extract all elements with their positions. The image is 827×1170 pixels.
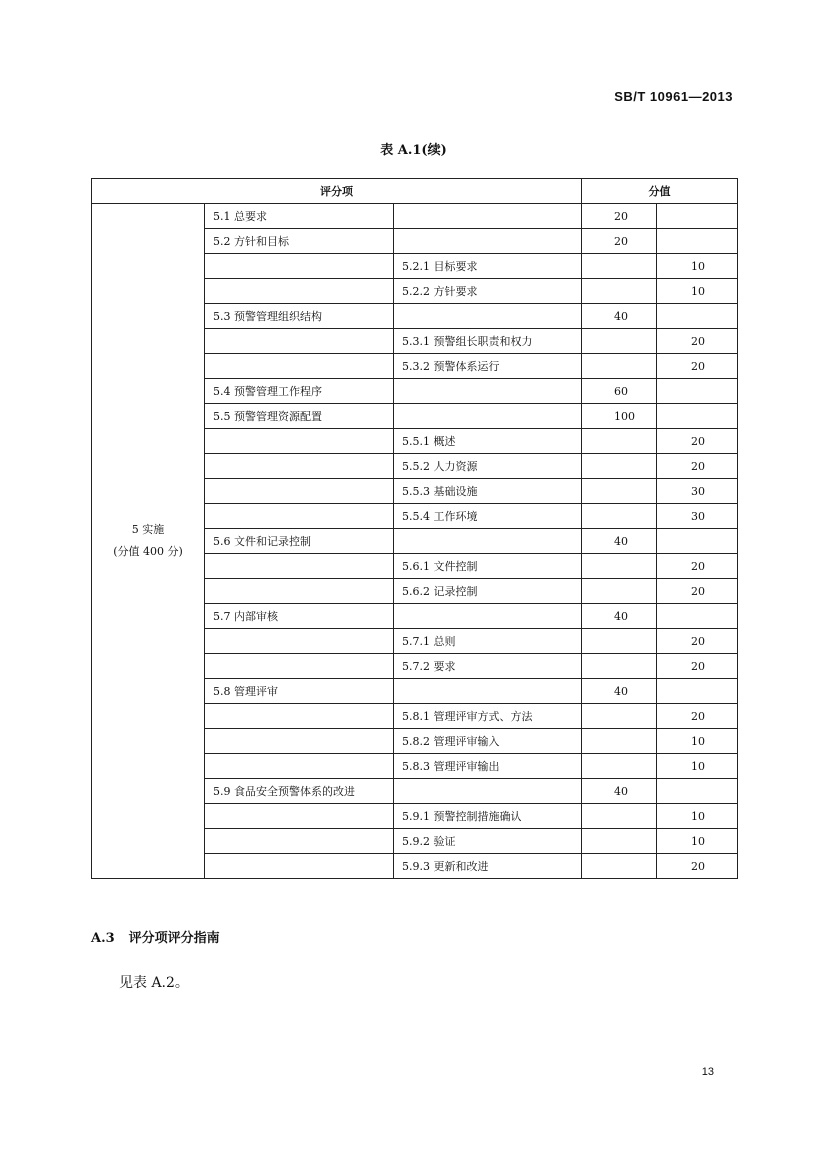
- group-label: [92, 204, 205, 879]
- item-label: 5.8 管理评审: [205, 679, 394, 704]
- empty-cell: [582, 854, 657, 879]
- subitem-label: 5.5.1 概述: [394, 429, 582, 454]
- subitem-label: 5.5.4 工作环境: [394, 504, 582, 529]
- item-score: 20: [582, 229, 657, 254]
- empty-cell: [582, 554, 657, 579]
- item-label: 5.4 预警管理工作程序: [205, 379, 394, 404]
- empty-cell: [582, 654, 657, 679]
- subitem-score: 10: [657, 804, 738, 829]
- empty-cell: [657, 304, 738, 329]
- empty-cell: [205, 354, 394, 379]
- subitem-score: 20: [657, 329, 738, 354]
- empty-cell: [582, 754, 657, 779]
- subitem-score: 20: [657, 354, 738, 379]
- column-header-score: 分值: [582, 179, 738, 204]
- subitem-score: 30: [657, 504, 738, 529]
- empty-cell: [582, 454, 657, 479]
- subitem-label: 5.6.1 文件控制: [394, 554, 582, 579]
- subitem-label: 5.3.2 预警体系运行: [394, 354, 582, 379]
- subitem-label: 5.9.1 预警控制措施确认: [394, 804, 582, 829]
- subitem-score: 10: [657, 829, 738, 854]
- empty-cell: [394, 679, 582, 704]
- item-label: 5.9 食品安全预警体系的改进: [205, 779, 394, 804]
- item-score: 20: [582, 204, 657, 229]
- empty-cell: [582, 254, 657, 279]
- item-label: 5.3 预警管理组织结构: [205, 304, 394, 329]
- empty-cell: [205, 454, 394, 479]
- subitem-label: 5.7.2 要求: [394, 654, 582, 679]
- empty-cell: [205, 854, 394, 879]
- subitem-label: 5.5.3 基础设施: [394, 479, 582, 504]
- section-body: 见表 A.2。: [119, 975, 189, 991]
- empty-cell: [657, 404, 738, 429]
- empty-cell: [657, 204, 738, 229]
- table-body: [92, 204, 738, 879]
- section-title: 评分项评分指南: [128, 931, 220, 946]
- column-header-item: 评分项: [92, 179, 582, 204]
- empty-cell: [582, 504, 657, 529]
- empty-cell: [657, 529, 738, 554]
- empty-cell: [394, 204, 582, 229]
- section-number: A.3: [91, 931, 115, 946]
- empty-cell: [582, 429, 657, 454]
- subitem-label: 5.9.2 验证: [394, 829, 582, 854]
- subitem-label: 5.5.2 人力资源: [394, 454, 582, 479]
- empty-cell: [657, 679, 738, 704]
- page-number: 13: [701, 1066, 714, 1078]
- item-score: 40: [582, 679, 657, 704]
- subitem-label: 5.2.2 方针要求: [394, 279, 582, 304]
- table-row: [92, 204, 738, 229]
- item-label: 5.5 预警管理资源配置: [205, 404, 394, 429]
- empty-cell: [394, 529, 582, 554]
- empty-cell: [205, 254, 394, 279]
- empty-cell: [657, 604, 738, 629]
- empty-cell: [582, 804, 657, 829]
- subitem-score: 20: [657, 554, 738, 579]
- item-score: 40: [582, 779, 657, 804]
- empty-cell: [582, 579, 657, 604]
- empty-cell: [205, 479, 394, 504]
- item-label: 5.2 方针和目标: [205, 229, 394, 254]
- subitem-score: 10: [657, 254, 738, 279]
- subitem-score: 20: [657, 429, 738, 454]
- table-caption: 表 A.1(续): [380, 143, 447, 158]
- item-label: 5.7 内部审核: [205, 604, 394, 629]
- empty-cell: [205, 504, 394, 529]
- subitem-label: 5.8.2 管理评审输入: [394, 729, 582, 754]
- subitem-score: 30: [657, 479, 738, 504]
- empty-cell: [657, 379, 738, 404]
- item-score: 40: [582, 529, 657, 554]
- empty-cell: [582, 329, 657, 354]
- empty-cell: [205, 329, 394, 354]
- empty-cell: [205, 554, 394, 579]
- subitem-score: 10: [657, 754, 738, 779]
- group-label-total: (分值 400 分): [113, 545, 183, 558]
- item-score: 100: [582, 404, 657, 429]
- subitem-score: 10: [657, 729, 738, 754]
- empty-cell: [205, 279, 394, 304]
- empty-cell: [394, 379, 582, 404]
- group-label-title: 5 实施: [131, 523, 165, 536]
- subitem-score: 20: [657, 654, 738, 679]
- empty-cell: [582, 829, 657, 854]
- empty-cell: [205, 804, 394, 829]
- empty-cell: [394, 229, 582, 254]
- empty-cell: [205, 654, 394, 679]
- subitem-label: 5.3.1 预警组长职责和权力: [394, 329, 582, 354]
- empty-cell: [582, 279, 657, 304]
- subitem-label: 5.9.3 更新和改进: [394, 854, 582, 879]
- empty-cell: [582, 629, 657, 654]
- empty-cell: [394, 404, 582, 429]
- empty-cell: [582, 479, 657, 504]
- empty-cell: [657, 779, 738, 804]
- item-label: 5.1 总要求: [205, 204, 394, 229]
- empty-cell: [394, 779, 582, 804]
- empty-cell: [205, 754, 394, 779]
- subitem-label: 5.6.2 记录控制: [394, 579, 582, 604]
- item-score: 40: [582, 304, 657, 329]
- subitem-label: 5.7.1 总则: [394, 629, 582, 654]
- table-header-row: [92, 179, 738, 204]
- subitem-label: 5.2.1 目标要求: [394, 254, 582, 279]
- empty-cell: [582, 354, 657, 379]
- empty-cell: [582, 704, 657, 729]
- subitem-label: 5.8.3 管理评审输出: [394, 754, 582, 779]
- empty-cell: [205, 629, 394, 654]
- item-score: 40: [582, 604, 657, 629]
- empty-cell: [205, 579, 394, 604]
- standard-code: SB/T 10961—2013: [614, 89, 733, 104]
- section-heading: [91, 927, 220, 946]
- item-label: 5.6 文件和记录控制: [205, 529, 394, 554]
- subitem-label: 5.8.1 管理评审方式、方法: [394, 704, 582, 729]
- empty-cell: [657, 229, 738, 254]
- empty-cell: [205, 704, 394, 729]
- empty-cell: [394, 304, 582, 329]
- subitem-score: 20: [657, 454, 738, 479]
- subitem-score: 20: [657, 704, 738, 729]
- subitem-score: 20: [657, 854, 738, 879]
- item-score: 60: [582, 379, 657, 404]
- subitem-score: 10: [657, 279, 738, 304]
- empty-cell: [205, 829, 394, 854]
- empty-cell: [205, 429, 394, 454]
- subitem-score: 20: [657, 629, 738, 654]
- empty-cell: [394, 604, 582, 629]
- subitem-score: 20: [657, 579, 738, 604]
- scoring-table: [91, 178, 738, 879]
- empty-cell: [582, 729, 657, 754]
- empty-cell: [205, 729, 394, 754]
